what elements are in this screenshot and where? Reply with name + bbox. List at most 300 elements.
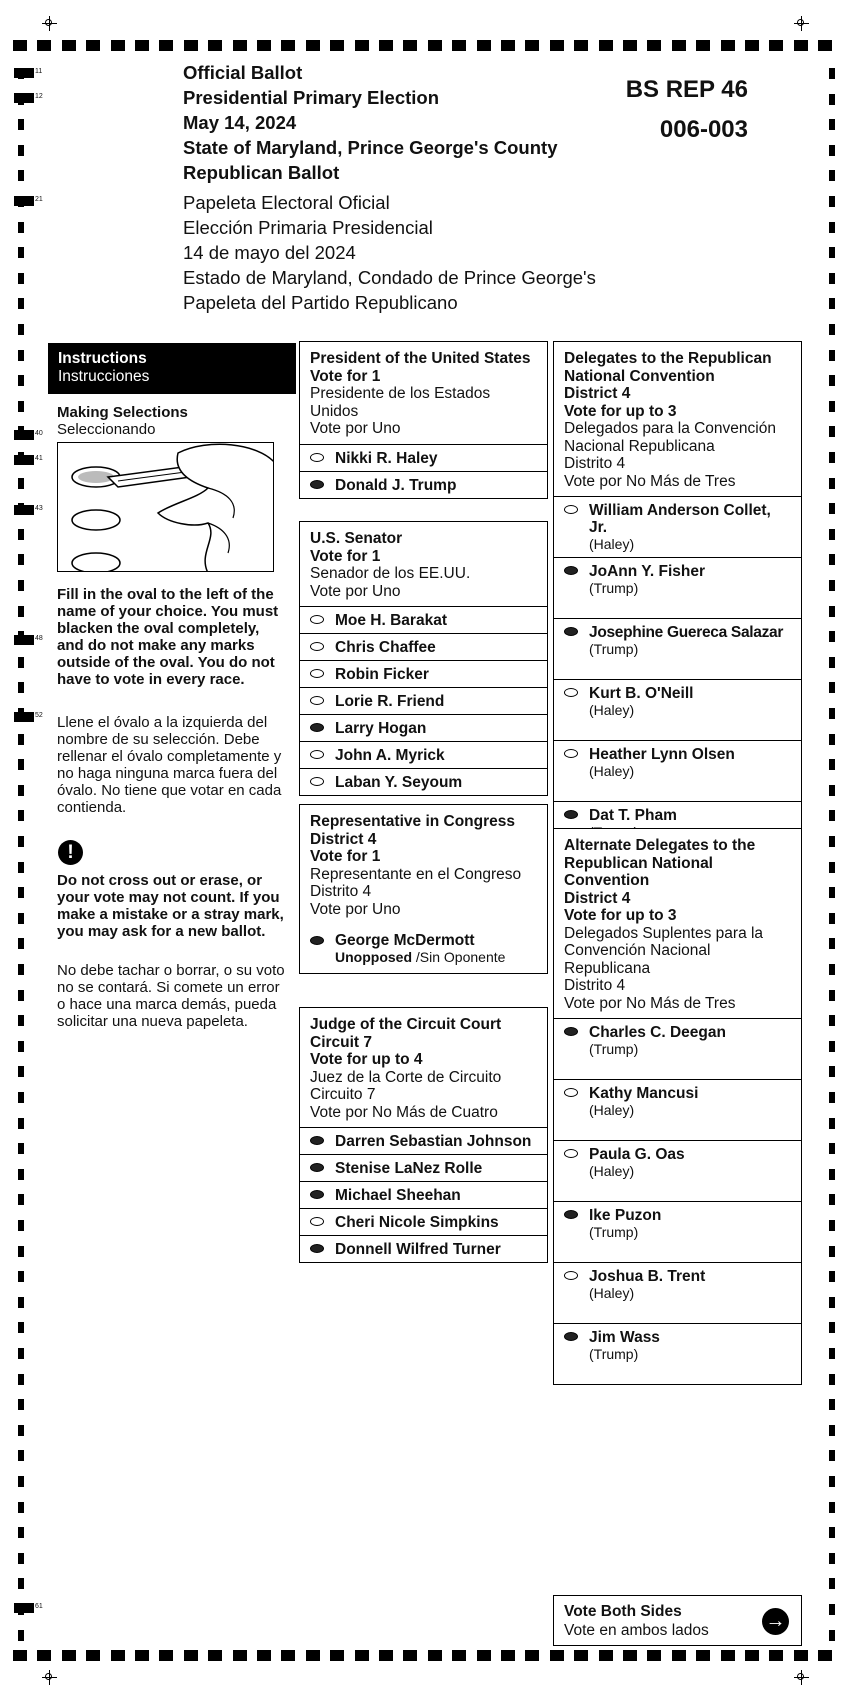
timing-mark bbox=[184, 1650, 198, 1661]
timing-mark bbox=[18, 657, 24, 668]
timing-mark bbox=[829, 1348, 835, 1359]
vote-oval-marked[interactable] bbox=[564, 1332, 578, 1341]
timing-mark bbox=[623, 40, 637, 51]
vote-oval-marked[interactable] bbox=[310, 936, 324, 945]
timing-mark bbox=[18, 1041, 24, 1052]
timing-mark bbox=[18, 1630, 24, 1641]
making-selections-label: Making Selections bbox=[57, 404, 188, 421]
timing-mark bbox=[829, 1169, 835, 1180]
timing-mark bbox=[452, 40, 466, 51]
vote-oval[interactable] bbox=[310, 642, 324, 651]
candidate-row[interactable] bbox=[300, 1154, 547, 1181]
candidate-row[interactable] bbox=[554, 679, 801, 740]
contest-district-es: Distrito 4 bbox=[564, 455, 626, 472]
timing-mark bbox=[501, 1650, 515, 1661]
timing-mark bbox=[829, 1553, 835, 1564]
timing-mark bbox=[14, 505, 34, 515]
vote-both-sides-label: Vote Both Sides bbox=[564, 1603, 682, 1620]
vote-oval[interactable] bbox=[310, 750, 324, 759]
header-line: Papeleta Electoral Oficial bbox=[183, 192, 390, 213]
timing-mark bbox=[18, 964, 24, 975]
timing-mark bbox=[550, 40, 564, 51]
candidate-affiliation: (Trump) bbox=[589, 1224, 639, 1240]
candidate-row[interactable] bbox=[300, 768, 547, 795]
timing-mark bbox=[452, 1650, 466, 1661]
vote-oval-marked[interactable] bbox=[310, 1163, 324, 1172]
timing-mark bbox=[14, 635, 34, 645]
candidate-row[interactable] bbox=[300, 471, 547, 498]
vote-oval[interactable] bbox=[564, 1271, 578, 1280]
timing-mark bbox=[829, 1220, 835, 1231]
candidate-name: Lorie R. Friend bbox=[335, 693, 445, 710]
candidate-row[interactable] bbox=[554, 1079, 801, 1140]
timing-mark bbox=[18, 222, 24, 233]
timing-mark bbox=[829, 1297, 835, 1308]
timing-mark bbox=[135, 40, 149, 51]
timing-mark bbox=[18, 1502, 24, 1513]
contest-header bbox=[300, 522, 547, 606]
marker-number: 11 bbox=[35, 68, 43, 75]
timing-mark bbox=[829, 580, 835, 591]
timing-mark bbox=[769, 1650, 783, 1661]
vote-oval[interactable] bbox=[310, 615, 324, 624]
timing-mark bbox=[829, 836, 835, 847]
timing-mark bbox=[18, 529, 24, 540]
header-line: Republican Ballot bbox=[183, 162, 340, 183]
candidate-row[interactable] bbox=[554, 1018, 801, 1079]
instructions-title: Instructions bbox=[58, 350, 147, 367]
timing-mark bbox=[829, 350, 835, 361]
timing-mark bbox=[696, 1650, 710, 1661]
candidate-row[interactable] bbox=[300, 1208, 547, 1235]
timing-mark bbox=[18, 145, 24, 156]
candidate-affiliation: (Haley) bbox=[589, 702, 635, 718]
timing-mark bbox=[18, 1322, 24, 1333]
timing-mark bbox=[18, 298, 24, 309]
candidate-name: Jim Wass bbox=[589, 1329, 660, 1346]
candidate-affiliation: (Haley) bbox=[589, 763, 635, 779]
timing-mark bbox=[18, 785, 24, 796]
timing-mark bbox=[599, 40, 613, 51]
contest-title-es: Presidente de los Estados Unidos bbox=[310, 385, 491, 420]
timing-mark bbox=[86, 40, 100, 51]
timing-mark bbox=[829, 375, 835, 386]
timing-mark bbox=[829, 1527, 835, 1538]
vote-oval[interactable] bbox=[310, 696, 324, 705]
timing-mark bbox=[18, 1066, 24, 1077]
contest-district-es: Circuito 7 bbox=[310, 1086, 376, 1103]
timing-mark bbox=[672, 1650, 686, 1661]
vote-oval-marked[interactable] bbox=[564, 1210, 578, 1219]
timing-mark bbox=[428, 1650, 442, 1661]
timing-mark bbox=[647, 1650, 661, 1661]
timing-mark bbox=[829, 1604, 835, 1615]
timing-mark bbox=[14, 430, 34, 440]
candidate-row[interactable] bbox=[300, 633, 547, 660]
timing-mark bbox=[18, 1553, 24, 1564]
timing-mark bbox=[829, 657, 835, 668]
timing-mark bbox=[829, 938, 835, 949]
candidate-name: Donald J. Trump bbox=[335, 476, 457, 494]
candidate-name: Heather Lynn Olsen bbox=[589, 746, 735, 763]
timing-mark bbox=[829, 452, 835, 463]
timing-mark bbox=[829, 708, 835, 719]
contest-district: District 4 bbox=[564, 889, 631, 907]
vote-for: Vote for up to 3 bbox=[564, 907, 677, 924]
vote-for: Vote for 1 bbox=[310, 848, 381, 865]
timing-mark bbox=[829, 1271, 835, 1282]
timing-mark bbox=[829, 94, 835, 105]
candidate-name: Charles C. Deegan bbox=[589, 1024, 726, 1041]
timing-mark bbox=[829, 554, 835, 565]
timing-mark bbox=[18, 862, 24, 873]
vote-oval[interactable] bbox=[564, 1088, 578, 1097]
timing-mark bbox=[18, 478, 24, 489]
candidate-row[interactable] bbox=[554, 1201, 801, 1262]
timing-mark bbox=[18, 1015, 24, 1026]
timing-mark bbox=[477, 1650, 491, 1661]
timing-mark bbox=[829, 964, 835, 975]
candidate-name: Josephine Guereca Salazar bbox=[589, 624, 784, 641]
marker-number: 41 bbox=[35, 455, 43, 462]
timing-mark bbox=[403, 40, 417, 51]
timing-mark bbox=[18, 1220, 24, 1231]
candidate-row[interactable] bbox=[554, 496, 801, 557]
candidate-row[interactable] bbox=[554, 1323, 801, 1384]
candidate-name: Chris Chaffee bbox=[335, 639, 436, 656]
candidate-name: Paula G. Oas bbox=[589, 1146, 685, 1163]
timing-mark bbox=[647, 40, 661, 51]
registration-crosshair-icon bbox=[42, 1670, 57, 1685]
timing-mark bbox=[379, 40, 393, 51]
timing-mark bbox=[14, 68, 34, 78]
arrow-right-circle-icon: → bbox=[762, 1608, 789, 1635]
contest-president bbox=[299, 341, 548, 499]
timing-mark bbox=[829, 1066, 835, 1077]
vote-oval-marked[interactable] bbox=[310, 723, 324, 732]
timing-mark bbox=[18, 1118, 24, 1129]
timing-mark bbox=[672, 40, 686, 51]
timing-mark bbox=[574, 40, 588, 51]
header-line: Elección Primaria Presidencial bbox=[183, 217, 433, 238]
timing-mark bbox=[829, 1630, 835, 1641]
timing-mark bbox=[184, 40, 198, 51]
candidate-name: Ike Puzon bbox=[589, 1207, 662, 1224]
candidate-name: Moe H. Barakat bbox=[335, 612, 447, 629]
timing-mark bbox=[18, 1348, 24, 1359]
timing-mark bbox=[477, 40, 491, 51]
contest-title: President of the United States bbox=[310, 350, 531, 367]
candidate-row[interactable] bbox=[300, 444, 547, 471]
candidate-name: JoAnn Y. Fisher bbox=[589, 563, 705, 580]
timing-mark bbox=[829, 68, 835, 79]
timing-mark bbox=[37, 1650, 51, 1661]
timing-mark bbox=[829, 1450, 835, 1461]
candidate-name: Kathy Mancusi bbox=[589, 1085, 699, 1102]
timing-mark bbox=[18, 1143, 24, 1154]
vote-oval-marked[interactable] bbox=[310, 480, 324, 489]
vote-oval-marked[interactable] bbox=[310, 1244, 324, 1253]
timing-mark bbox=[13, 1650, 27, 1661]
timing-mark bbox=[829, 1399, 835, 1410]
timing-mark bbox=[829, 913, 835, 924]
timing-mark bbox=[18, 759, 24, 770]
timing-mark bbox=[18, 1476, 24, 1487]
contest-title-es: Delegados para la Convención Nacional Republicana bbox=[564, 420, 776, 455]
timing-mark bbox=[829, 1246, 835, 1257]
unopposed-note bbox=[335, 949, 539, 965]
marker-number: 61 bbox=[35, 1603, 43, 1610]
timing-mark bbox=[829, 990, 835, 1001]
timing-mark bbox=[18, 1169, 24, 1180]
marker-number: 43 bbox=[35, 505, 43, 512]
contest-district-es: Distrito 4 bbox=[564, 977, 626, 994]
vote-oval[interactable] bbox=[564, 749, 578, 758]
candidate-affiliation: (Trump) bbox=[589, 580, 639, 596]
fill-in-instructions: Fill in the oval to the left of the name of your choice. You must blacken the oval completely, and do not make any marks outside of the oval. You do not have to vote in every race. bbox=[57, 586, 279, 688]
timing-mark bbox=[18, 836, 24, 847]
header-line: Papeleta del Partido Republicano bbox=[183, 292, 458, 313]
timing-mark bbox=[829, 1476, 835, 1487]
timing-mark bbox=[829, 887, 835, 898]
timing-mark bbox=[623, 1650, 637, 1661]
timing-mark bbox=[550, 1650, 564, 1661]
ballot-header-spanish bbox=[183, 190, 596, 315]
timing-mark bbox=[14, 93, 34, 103]
candidate-row[interactable] bbox=[554, 1262, 801, 1323]
vote-oval-marked[interactable] bbox=[310, 1190, 324, 1199]
vote-for: Vote for up to 4 bbox=[310, 1051, 423, 1068]
timing-mark bbox=[829, 119, 835, 130]
candidate-row[interactable] bbox=[300, 687, 547, 714]
contest-title-es: Delegados Suplentes para la Convención Nacional Republicana bbox=[564, 924, 764, 977]
contest-title-es: Juez de la Corte de Circuito bbox=[310, 1068, 502, 1086]
timing-mark bbox=[829, 247, 835, 258]
timing-mark bbox=[525, 40, 539, 51]
vote-for: Vote for 1 bbox=[310, 367, 381, 385]
candidate-name: Robin Ficker bbox=[335, 666, 429, 683]
contest-title: Delegates to the Republican National Convention bbox=[564, 350, 772, 385]
timing-mark bbox=[13, 40, 27, 51]
timing-mark bbox=[306, 1650, 320, 1661]
timing-mark bbox=[233, 40, 247, 51]
timing-mark bbox=[18, 1578, 24, 1589]
contest-title: Representative in Congress bbox=[310, 813, 516, 830]
timing-mark bbox=[829, 145, 835, 156]
timing-mark bbox=[829, 529, 835, 540]
contest-header bbox=[554, 342, 801, 496]
timing-mark bbox=[18, 606, 24, 617]
timing-mark bbox=[18, 1450, 24, 1461]
candidate-row[interactable] bbox=[554, 618, 801, 679]
timing-mark bbox=[829, 606, 835, 617]
timing-mark bbox=[696, 40, 710, 51]
timing-mark bbox=[829, 682, 835, 693]
timing-mark bbox=[18, 273, 24, 284]
timing-mark bbox=[403, 1650, 417, 1661]
timing-mark bbox=[829, 196, 835, 207]
timing-mark bbox=[829, 862, 835, 873]
candidate-row[interactable] bbox=[554, 557, 801, 618]
timing-mark bbox=[794, 1650, 808, 1661]
candidate-name: Michael Sheehan bbox=[335, 1187, 461, 1204]
vote-oval-marked[interactable] bbox=[310, 1136, 324, 1145]
contest-delegates bbox=[553, 341, 802, 863]
candidate-name: Larry Hogan bbox=[335, 720, 427, 737]
candidate-row[interactable] bbox=[300, 714, 547, 741]
timing-mark bbox=[233, 1650, 247, 1661]
header-line: Official Ballot bbox=[183, 62, 303, 83]
candidate-affiliation: (Trump) bbox=[589, 1346, 639, 1362]
timing-mark bbox=[745, 40, 759, 51]
candidate-row[interactable] bbox=[300, 741, 547, 768]
timing-mark bbox=[18, 1374, 24, 1385]
timing-mark bbox=[355, 40, 369, 51]
timing-mark bbox=[829, 222, 835, 233]
vote-oval-marked[interactable] bbox=[564, 566, 578, 575]
timing-mark bbox=[18, 375, 24, 386]
timing-mark bbox=[18, 119, 24, 130]
timing-mark bbox=[281, 1650, 295, 1661]
contest-district: District 4 bbox=[310, 830, 377, 848]
header-line: Estado de Maryland, Condado de Prince George's bbox=[183, 267, 596, 288]
timing-mark bbox=[257, 1650, 271, 1661]
contest-header bbox=[300, 805, 547, 924]
vote-oval[interactable] bbox=[310, 453, 324, 462]
vote-for-es: Vote por No Más de Cuatro bbox=[310, 1103, 498, 1121]
candidate-row[interactable] bbox=[300, 924, 547, 973]
timing-mark bbox=[18, 1246, 24, 1257]
candidate-row[interactable] bbox=[300, 660, 547, 687]
marker-number: 12 bbox=[35, 93, 43, 100]
candidate-row[interactable] bbox=[554, 1140, 801, 1201]
candidate-row[interactable] bbox=[300, 1127, 547, 1154]
timing-mark bbox=[281, 40, 295, 51]
candidate-name: Darren Sebastian Johnson bbox=[335, 1133, 532, 1150]
candidate-row[interactable] bbox=[300, 606, 547, 633]
candidate-row[interactable] bbox=[300, 1235, 547, 1262]
timing-mark bbox=[62, 1650, 76, 1661]
contest-title: Alternate Delegates to the Republican National Convention bbox=[564, 837, 756, 889]
timing-mark bbox=[111, 40, 125, 51]
timing-mark bbox=[111, 1650, 125, 1661]
timing-mark bbox=[355, 1650, 369, 1661]
vote-for-es: Vote por No Más de Tres bbox=[564, 472, 736, 490]
header-line: State of Maryland, Prince George's County bbox=[183, 137, 558, 158]
timing-mark bbox=[18, 734, 24, 745]
timing-mark bbox=[501, 40, 515, 51]
timing-mark bbox=[62, 40, 76, 51]
contest-header bbox=[554, 829, 801, 1018]
registration-crosshair-icon bbox=[794, 1670, 809, 1685]
contest-title: Judge of the Circuit Court bbox=[310, 1016, 502, 1033]
fill-in-instructions-es: Llene el óvalo a la izquierda del nombre de su selección. Debe rellenar el óvalo completamente y no haga ninguna marca fuera del óvalo. No tiene que votar en cada contienda. bbox=[57, 714, 282, 816]
candidate-affiliation: (Trump) bbox=[589, 1041, 639, 1057]
timing-mark bbox=[135, 1650, 149, 1661]
timing-mark bbox=[18, 1399, 24, 1410]
candidate-name: Dat T. Pham bbox=[589, 807, 677, 824]
timing-mark bbox=[18, 810, 24, 821]
timing-mark bbox=[829, 1322, 835, 1333]
vote-oval[interactable] bbox=[564, 688, 578, 697]
candidate-affiliation: (Haley) bbox=[589, 536, 635, 552]
timing-mark bbox=[18, 682, 24, 693]
contest-congress bbox=[299, 804, 548, 974]
timing-mark bbox=[721, 1650, 735, 1661]
candidate-row[interactable] bbox=[300, 1181, 547, 1208]
vote-oval[interactable] bbox=[564, 1149, 578, 1158]
vote-oval[interactable] bbox=[564, 505, 578, 514]
candidate-name: Joshua B. Trent bbox=[589, 1268, 706, 1285]
vote-oval[interactable] bbox=[310, 1217, 324, 1226]
vote-oval-marked[interactable] bbox=[564, 1027, 578, 1036]
timing-mark bbox=[829, 1092, 835, 1103]
instructions-title-es: Instrucciones bbox=[58, 368, 150, 385]
contest-district: District 4 bbox=[564, 385, 631, 402]
timing-mark bbox=[829, 426, 835, 437]
timing-mark bbox=[18, 324, 24, 335]
making-selections-heading bbox=[57, 404, 289, 438]
timing-mark bbox=[18, 1527, 24, 1538]
timing-mark bbox=[829, 324, 835, 335]
timing-mark bbox=[829, 503, 835, 514]
timing-mark bbox=[829, 1425, 835, 1436]
warning-instructions: Do not cross out or erase, or your vote may not count. If you make a mistake or a stray mark, you may ask for a new ballot. bbox=[57, 872, 284, 940]
timing-mark bbox=[330, 40, 344, 51]
contest-header bbox=[300, 342, 547, 444]
timing-mark bbox=[829, 401, 835, 412]
timing-mark bbox=[829, 1194, 835, 1205]
contest-us-senator bbox=[299, 521, 548, 796]
timing-mark bbox=[829, 810, 835, 821]
registration-crosshair-icon bbox=[794, 16, 809, 31]
vote-for-es: Vote por No Más de Tres bbox=[564, 994, 736, 1012]
timing-mark bbox=[745, 1650, 759, 1661]
candidate-affiliation: (Haley) bbox=[589, 1102, 635, 1118]
vote-for: Vote for up to 3 bbox=[564, 402, 677, 420]
timing-mark bbox=[721, 40, 735, 51]
candidate-name: George McDermott bbox=[335, 932, 475, 949]
vote-oval-marked[interactable] bbox=[564, 810, 578, 819]
vote-oval[interactable] bbox=[310, 669, 324, 678]
vote-for-es: Vote por Uno bbox=[310, 420, 401, 437]
timing-mark bbox=[37, 40, 51, 51]
timing-mark bbox=[525, 1650, 539, 1661]
timing-mark bbox=[829, 170, 835, 181]
timing-mark bbox=[86, 1650, 100, 1661]
timing-mark bbox=[18, 1194, 24, 1205]
ballot-header-english bbox=[183, 60, 557, 185]
header-line: May 14, 2024 bbox=[183, 112, 297, 133]
timing-mark bbox=[18, 350, 24, 361]
marker-number: 52 bbox=[35, 712, 43, 719]
vote-oval[interactable] bbox=[310, 777, 324, 786]
vote-oval-marked[interactable] bbox=[564, 627, 578, 636]
timing-mark bbox=[829, 273, 835, 284]
marker-number: 48 bbox=[35, 635, 43, 642]
timing-mark bbox=[18, 170, 24, 181]
timing-mark bbox=[428, 40, 442, 51]
candidate-affiliation: (Haley) bbox=[589, 1163, 635, 1179]
contest-title: U.S. Senator bbox=[310, 530, 403, 547]
candidate-name: Nikki R. Haley bbox=[335, 449, 438, 467]
timing-mark bbox=[18, 401, 24, 412]
timing-mark bbox=[18, 990, 24, 1001]
vote-for-es: Vote por Uno bbox=[310, 900, 401, 918]
vote-both-sides-box bbox=[553, 1595, 802, 1646]
timing-mark bbox=[14, 455, 34, 465]
candidate-row[interactable] bbox=[554, 740, 801, 801]
